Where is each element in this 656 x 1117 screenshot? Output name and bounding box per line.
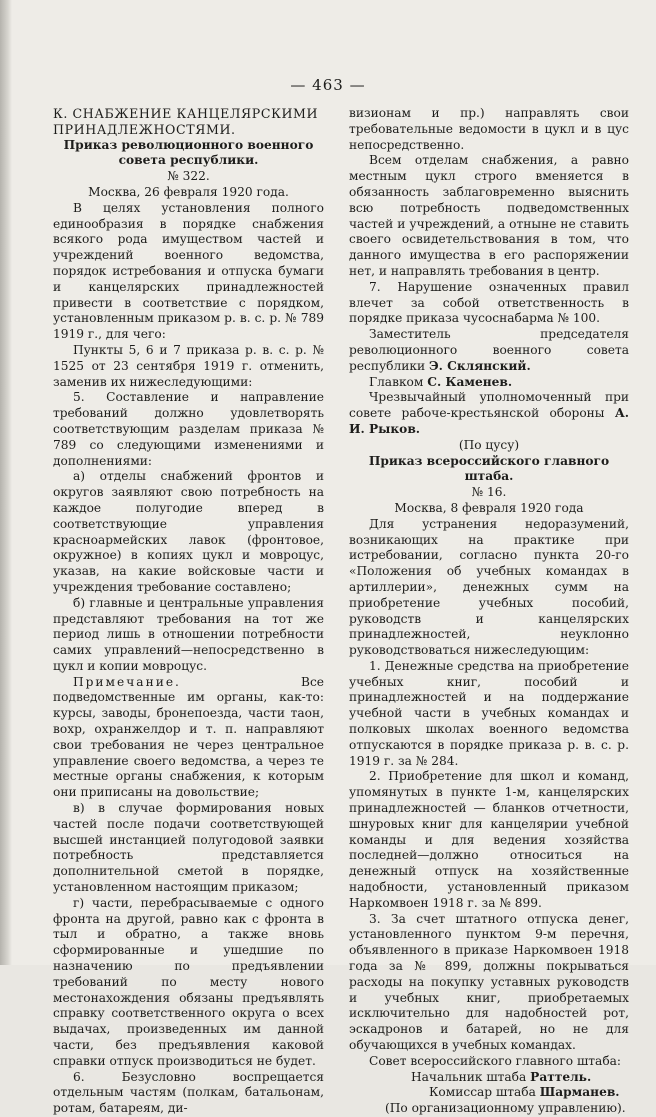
note-label: Примечание. [73, 674, 181, 689]
paragraph: 3. За счет штатного отпуска денег, установленного пунктом 9-м перечня, объявленного в приказе Наркомвоен 1918 года за № 899, должны покрываться расходы на покупку уставных руководств и учебных книг, приобретаемых исключительно для надобностей рот, эскадронов и батарей, но не для обучающихся в учебных командах. [349, 911, 629, 1053]
paragraph: 5. Составление и направление требований должно удовлетворять соответствующим разделам приказа № 789 со следующими изменениями и дополнениями: [53, 390, 324, 468]
signature-name: Э. Склянский. [428, 358, 531, 373]
paragraph: Всем отделам снабжения, а равно местным цукл строго вменяется в обязанность заблаговременно выяснить всю потребность подведомственных частей и учреждений, а отныне не ставить своего освидетельствования в том, что данного имущества в его распоряжении нет, и направлять требования в центр. [349, 153, 629, 278]
signature: Заместитель председателя революционного военного совета республики Э. Склянский. [349, 327, 629, 373]
paragraph: 2. Приобретение для школ и команд, упомянутых в пункте 1-м, канцелярских принадлежностей — бланков отчетности, шнуровых книг для канцелярии учебной команды и для ведения хозяйства последней—должно относиться на денежный отпуск на хозяйственные надобности, установленный приказом Наркомвоен 1918 г. за № 899. [349, 769, 629, 910]
right-column [349, 106, 629, 1117]
left-column [53, 106, 324, 1117]
paragraph: Пункты 5, 6 и 7 приказа р. в. с. р. № 1525 от 23 сентября 1919 г. отменить, заменив их нижеследующими: [53, 342, 324, 389]
section-title: К. СНАБЖЕНИЕ КАНЦЕЛЯРСКИМИ ПРИНАДЛЕЖНОСТЯМИ. [53, 106, 319, 137]
paragraph: в) в случае формирования новых частей после подачи соответствующей высшей инстанцией полугодовой заявки потребность представляется дополнительной сметой в порядке, установленном настоящим приказом; [53, 801, 324, 895]
department-note: (По организационному управлению). [385, 1101, 626, 1116]
paragraph: визионам и пр.) направлять свои требовательные ведомости в цукл и в цус непосредственно. [349, 106, 629, 152]
signature-name: Раттель. [530, 1069, 592, 1084]
signature: Комиссар штаба Шарманев. [429, 1085, 620, 1100]
department-note: (По цусу) [458, 437, 520, 452]
paragraph: б) главные и центральные управления представляют требования на тот же период лишь в отношении потребности самих управлений—непосредственно в цукл и копии мовроцус. [53, 595, 324, 673]
order-title: Приказ всероссийского главного штаба. [368, 453, 610, 484]
paragraph: 1. Денежные средства на приобретение учебных книг, пособий и принадлежностей и на поддержание учебной части в учебных командах и полковых школах военного ведомства отпускаются в порядке приказа р. в. с. р. 1919 г. за № 284. [349, 658, 629, 768]
paragraph: г) части, перебрасываемые с одного фронта на другой, равно как с фронта в тыл и обратно, а также вновь сформированные и ушедшие по назначению по предъявлении требований по месту нового местонахождения обязаны предъявлять справку соответственного округа о всех выдачах, произведенных им данной части, без предъявления каковой справки отпуск производиться не будет. [53, 895, 324, 1068]
note-paragraph [53, 675, 324, 801]
signature: Чрезвычайный уполномоченный при совете рабоче-крестьянской обороны А. И. Рыков. [349, 390, 629, 436]
signature-name: С. Каменев. [427, 374, 513, 389]
page-binding-edge [0, 0, 12, 965]
page-number: — 463 — [290, 76, 366, 94]
order-number: № 322. [167, 169, 210, 184]
paragraph: В целях установления полного единообразия в порядке снабжения всякого рода имуществом частей и учреждений военного ведомства, порядок истребования и отпуска бумаги и канцелярских принадлежностей привести в соответствие с порядком, установленным приказом р. в. с. р. № 789 1919 г., для чего: [53, 200, 324, 342]
signature: Начальник штаба Раттель. [411, 1069, 592, 1084]
closing-line: Совет всероссийского главного штаба: [369, 1053, 622, 1068]
paragraph: Для устранения недоразумений, возникающих на практике при истребовании, согласно пункта 20-го «Положения об учебных командах в артиллерии», денежных сумм на приобретение учебных пособий, руководств и канцелярских принадлежностей, неуклонно руководствоваться нижеследующим: [349, 516, 629, 658]
signature: Главком С. Каменев. [369, 374, 513, 389]
signature-name: А. И. Рыков. [349, 406, 629, 436]
order-date: Москва, 26 февраля 1920 года. [88, 184, 289, 199]
order-title: Приказ революционного военного совета республики. [63, 137, 314, 168]
note-text: Все подведомственные им органы, как-то: курсы, заводы, бронепоезда, части таон, вохр, охранжелдор и т. п. направляют свои требования не через центральное управление своего ведомства, а через те местные органы снабжения, к которым они приписаны на довольствие; [53, 674, 324, 800]
signature-name: Шарманев. [539, 1085, 620, 1100]
order-number: № 16. [471, 485, 507, 500]
order-date: Москва, 8 февраля 1920 года [394, 500, 584, 515]
paragraph: 6. Безусловно воспрещается отдельным частям (полкам, батальонам, ротам, батареям, ди- [53, 1069, 324, 1116]
paragraph: 7. Нарушение означенных правил влечет за собой ответственность в порядке приказа чусоснабарма № 100. [349, 279, 629, 326]
paragraph: а) отделы снабжений фронтов и округов заявляют свою потребность на каждое полугодие вперед в соответствующие управления красноармейских лавок (фронтовое, окружное) в копиях цукл и мовроцус, указав, на какие войсковые части и учреждения требование составлено; [53, 469, 324, 594]
